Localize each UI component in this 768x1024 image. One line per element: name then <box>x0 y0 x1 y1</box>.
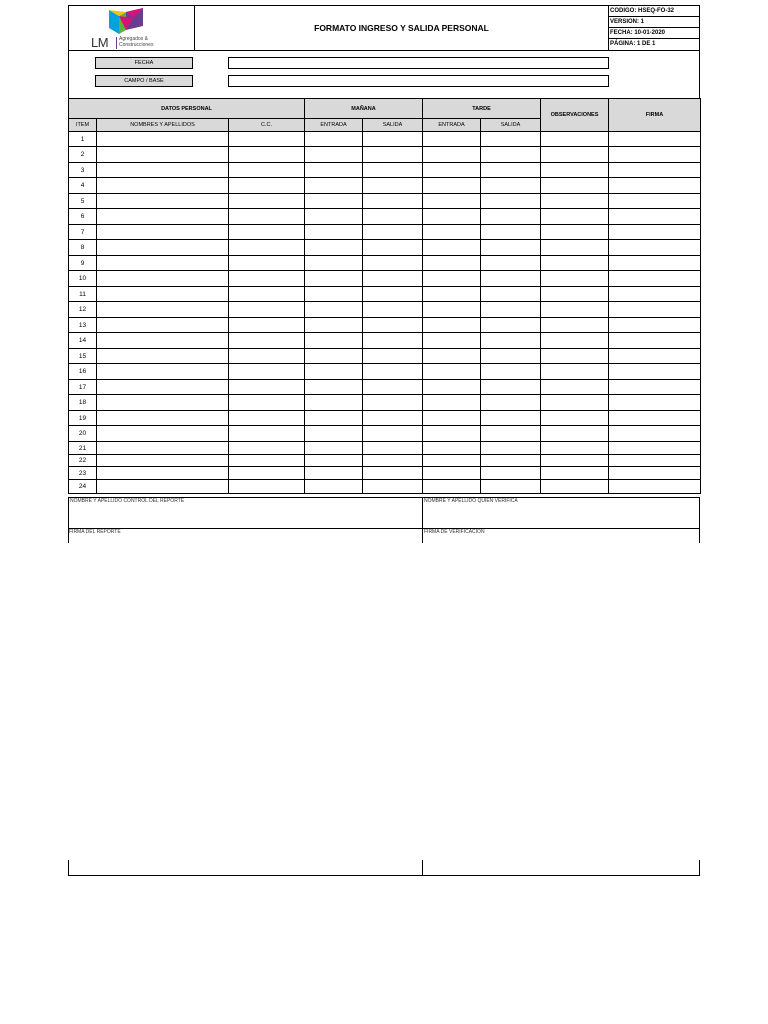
firma-cell[interactable] <box>609 349 701 364</box>
table-row <box>69 411 701 426</box>
cc-cell[interactable] <box>229 225 305 240</box>
tarde-entrada-cell[interactable] <box>423 411 481 426</box>
tarde-entrada-cell[interactable] <box>423 194 481 209</box>
nombres-cell[interactable] <box>97 442 229 455</box>
nombres-cell[interactable] <box>97 364 229 380</box>
tarde-salida-cell[interactable] <box>481 395 541 411</box>
firma-cell[interactable] <box>609 163 701 178</box>
nombres-cell[interactable] <box>97 349 229 364</box>
sig-right-border-bottom <box>699 860 700 876</box>
firma-cell[interactable] <box>609 256 701 271</box>
item-number-cell: 11 <box>69 287 97 302</box>
observaciones-cell[interactable] <box>541 364 609 380</box>
sig-left-border-top <box>68 529 69 543</box>
item-number-cell: 2 <box>69 147 97 163</box>
tarde-entrada-cell[interactable] <box>423 426 481 442</box>
verifier-name-field[interactable] <box>423 498 699 528</box>
item-number-cell: 8 <box>69 240 97 256</box>
table-row <box>69 380 701 395</box>
observaciones-cell[interactable] <box>541 395 609 411</box>
tarde-salida-cell[interactable] <box>481 411 541 426</box>
observaciones-cell[interactable] <box>541 194 609 209</box>
logo-text: LM <box>91 35 109 50</box>
observaciones-cell[interactable] <box>541 380 609 395</box>
manana-salida-cell[interactable] <box>363 302 423 318</box>
firma-cell[interactable] <box>609 480 701 494</box>
footer-signature-box <box>68 529 700 876</box>
tarde-salida-header: SALIDA <box>481 119 541 132</box>
cc-cell[interactable] <box>229 411 305 426</box>
nombres-cell[interactable] <box>97 318 229 333</box>
nombres-cell[interactable] <box>97 271 229 287</box>
manana-entrada-cell[interactable] <box>305 333 363 349</box>
table-row <box>69 480 701 494</box>
item-number-cell: 18 <box>69 395 97 411</box>
tarde-entrada-cell[interactable] <box>423 209 481 225</box>
cc-cell[interactable] <box>229 178 305 194</box>
table-row <box>69 132 701 147</box>
tarde-salida-cell[interactable] <box>481 318 541 333</box>
nombres-cell[interactable] <box>97 302 229 318</box>
tarde-salida-cell[interactable] <box>481 256 541 271</box>
tarde-entrada-cell[interactable] <box>423 467 481 480</box>
tarde-salida-cell[interactable] <box>481 349 541 364</box>
manana-salida-cell[interactable] <box>363 147 423 163</box>
verifier-name-label: NOMBRE Y APELLIDO QUIEN VERIFICA <box>424 498 518 504</box>
table-row <box>69 240 701 256</box>
manana-salida-cell[interactable] <box>363 467 423 480</box>
firma-cell[interactable] <box>609 318 701 333</box>
fecha-field[interactable] <box>228 57 609 69</box>
tarde-entrada-cell[interactable] <box>423 178 481 194</box>
manana-entrada-cell[interactable] <box>305 256 363 271</box>
observaciones-cell[interactable] <box>541 318 609 333</box>
control-name-label: NOMBRE Y APELLIDO CONTROL DEL REPORTE <box>70 498 185 504</box>
manana-entrada-cell[interactable] <box>305 442 363 455</box>
campo-base-label: CAMPO / BASE <box>95 75 193 87</box>
manana-salida-cell[interactable] <box>363 209 423 225</box>
logo-subtitle-line-1: Agregados & <box>119 36 148 42</box>
observaciones-cell[interactable] <box>541 132 609 147</box>
table-row <box>69 163 701 178</box>
manana-salida-cell[interactable] <box>363 380 423 395</box>
nombres-header: NOMBRES Y APELLIDOS <box>97 119 229 132</box>
tarde-entrada-cell[interactable] <box>423 240 481 256</box>
info-version: VERSION: 1 <box>609 17 699 28</box>
firma-reporte-label: FIRMA DEL REPORTE <box>69 529 121 535</box>
tarde-salida-cell[interactable] <box>481 132 541 147</box>
observaciones-cell[interactable] <box>541 178 609 194</box>
cc-cell[interactable] <box>229 287 305 302</box>
firma-cell[interactable] <box>609 147 701 163</box>
tarde-salida-cell[interactable] <box>481 302 541 318</box>
table-row <box>69 349 701 364</box>
manana-entrada-cell[interactable] <box>305 467 363 480</box>
firma-verificacion-field[interactable] <box>423 529 699 543</box>
manana-salida-cell[interactable] <box>363 455 423 467</box>
tarde-salida-cell[interactable] <box>481 467 541 480</box>
table-row <box>69 271 701 287</box>
firma-cell[interactable] <box>609 240 701 256</box>
cc-cell[interactable] <box>229 132 305 147</box>
observaciones-cell[interactable] <box>541 442 609 455</box>
tarde-entrada-cell[interactable] <box>423 349 481 364</box>
firma-cell[interactable] <box>609 455 701 467</box>
manana-salida-cell[interactable] <box>363 318 423 333</box>
manana-entrada-cell[interactable] <box>305 480 363 494</box>
table-row <box>69 364 701 380</box>
table-row <box>69 178 701 194</box>
item-number-cell: 15 <box>69 349 97 364</box>
item-number-cell: 4 <box>69 178 97 194</box>
sig-bottom-border <box>68 875 700 876</box>
firma-cell[interactable] <box>609 132 701 147</box>
cc-cell[interactable] <box>229 467 305 480</box>
manana-header: MAÑANA <box>305 99 423 119</box>
nombres-cell[interactable] <box>97 455 229 467</box>
manana-salida-cell[interactable] <box>363 480 423 494</box>
tarde-entrada-cell[interactable] <box>423 271 481 287</box>
observaciones-cell[interactable] <box>541 426 609 442</box>
sig-mid-border-bottom <box>422 860 423 876</box>
campo-base-field[interactable] <box>228 75 609 87</box>
firma-cell[interactable] <box>609 333 701 349</box>
cc-cell[interactable] <box>229 194 305 209</box>
tarde-salida-cell[interactable] <box>481 442 541 455</box>
nombres-cell[interactable] <box>97 467 229 480</box>
table-row <box>69 333 701 349</box>
firma-cell[interactable] <box>609 225 701 240</box>
manana-salida-cell[interactable] <box>363 349 423 364</box>
item-number-cell: 17 <box>69 380 97 395</box>
tarde-salida-cell[interactable] <box>481 240 541 256</box>
tarde-entrada-cell[interactable] <box>423 287 481 302</box>
manana-salida-cell[interactable] <box>363 225 423 240</box>
tarde-salida-cell[interactable] <box>481 287 541 302</box>
item-number-cell: 12 <box>69 302 97 318</box>
tarde-salida-cell[interactable] <box>481 380 541 395</box>
observaciones-cell[interactable] <box>541 209 609 225</box>
tarde-entrada-cell[interactable] <box>423 163 481 178</box>
item-number-cell: 9 <box>69 256 97 271</box>
info-pagina: PÁGINA: 1 DE 1 <box>610 41 656 47</box>
manana-entrada-cell[interactable] <box>305 349 363 364</box>
table-row <box>69 467 701 480</box>
tarde-salida-cell[interactable] <box>481 455 541 467</box>
manana-salida-cell[interactable] <box>363 426 423 442</box>
sig-mid-border-top <box>422 529 423 543</box>
tarde-entrada-cell[interactable] <box>423 480 481 494</box>
manana-salida-cell[interactable] <box>363 395 423 411</box>
tarde-salida-cell[interactable] <box>481 271 541 287</box>
item-number-cell: 21 <box>69 442 97 455</box>
manana-salida-cell[interactable] <box>363 271 423 287</box>
nombres-cell[interactable] <box>97 333 229 349</box>
nombres-cell[interactable] <box>97 163 229 178</box>
nombres-cell[interactable] <box>97 178 229 194</box>
firma-header: FIRMA <box>609 99 701 132</box>
tarde-salida-cell[interactable] <box>481 333 541 349</box>
manana-entrada-cell[interactable] <box>305 380 363 395</box>
company-logo-icon <box>109 8 143 36</box>
datos-personal-header: DATOS PERSONAL <box>69 99 305 119</box>
manana-entrada-cell[interactable] <box>305 209 363 225</box>
form-title: FORMATO INGRESO Y SALIDA PERSONAL <box>195 6 609 50</box>
tarde-entrada-cell[interactable] <box>423 333 481 349</box>
tarde-entrada-cell[interactable] <box>423 442 481 455</box>
nombres-cell[interactable] <box>97 480 229 494</box>
manana-salida-cell[interactable] <box>363 178 423 194</box>
tarde-entrada-cell[interactable] <box>423 132 481 147</box>
manana-entrada-cell[interactable] <box>305 318 363 333</box>
cc-cell[interactable] <box>229 163 305 178</box>
table-row <box>69 147 701 163</box>
cc-cell[interactable] <box>229 240 305 256</box>
manana-entrada-cell[interactable] <box>305 302 363 318</box>
tarde-entrada-header: ENTRADA <box>423 119 481 132</box>
tarde-entrada-cell[interactable] <box>423 302 481 318</box>
manana-entrada-cell[interactable] <box>305 178 363 194</box>
manana-entrada-cell[interactable] <box>305 163 363 178</box>
firma-cell[interactable] <box>609 302 701 318</box>
nombres-cell[interactable] <box>97 147 229 163</box>
form-header <box>68 5 700 51</box>
item-number-cell: 10 <box>69 271 97 287</box>
item-number-cell: 5 <box>69 194 97 209</box>
observaciones-cell[interactable] <box>541 256 609 271</box>
manana-entrada-cell[interactable] <box>305 287 363 302</box>
nombres-cell[interactable] <box>97 132 229 147</box>
item-number-cell: 16 <box>69 364 97 380</box>
logo-cell <box>69 6 195 50</box>
observaciones-cell[interactable] <box>541 411 609 426</box>
sig-left-border-bottom <box>68 860 69 876</box>
manana-salida-cell[interactable] <box>363 132 423 147</box>
logo-subtitle <box>119 37 153 48</box>
manana-salida-cell[interactable] <box>363 442 423 455</box>
firma-cell[interactable] <box>609 178 701 194</box>
nombres-cell[interactable] <box>97 225 229 240</box>
observaciones-cell[interactable] <box>541 333 609 349</box>
tarde-salida-cell[interactable] <box>481 225 541 240</box>
cc-cell[interactable] <box>229 395 305 411</box>
tarde-salida-cell[interactable] <box>481 194 541 209</box>
cc-cell[interactable] <box>229 380 305 395</box>
tarde-entrada-cell[interactable] <box>423 318 481 333</box>
table-row <box>69 455 701 467</box>
table-row <box>69 426 701 442</box>
manana-salida-cell[interactable] <box>363 333 423 349</box>
manana-entrada-header: ENTRADA <box>305 119 363 132</box>
cc-cell[interactable] <box>229 209 305 225</box>
manana-salida-cell[interactable] <box>363 194 423 209</box>
meta-section <box>68 51 700 98</box>
firma-cell[interactable] <box>609 411 701 426</box>
tarde-entrada-cell[interactable] <box>423 380 481 395</box>
firma-cell[interactable] <box>609 287 701 302</box>
item-number-cell: 13 <box>69 318 97 333</box>
tarde-salida-cell[interactable] <box>481 178 541 194</box>
nombres-cell[interactable] <box>97 209 229 225</box>
manana-entrada-cell[interactable] <box>305 411 363 426</box>
tarde-salida-cell[interactable] <box>481 163 541 178</box>
tarde-entrada-cell[interactable] <box>423 455 481 467</box>
firma-cell[interactable] <box>609 194 701 209</box>
item-header: ITEM <box>69 119 97 132</box>
cc-cell[interactable] <box>229 349 305 364</box>
tarde-entrada-cell[interactable] <box>423 147 481 163</box>
observaciones-cell[interactable] <box>541 349 609 364</box>
cc-cell[interactable] <box>229 271 305 287</box>
table-row <box>69 318 701 333</box>
item-number-cell: 6 <box>69 209 97 225</box>
tarde-entrada-cell[interactable] <box>423 225 481 240</box>
manana-salida-cell[interactable] <box>363 364 423 380</box>
item-number-cell: 3 <box>69 163 97 178</box>
firma-cell[interactable] <box>609 380 701 395</box>
observaciones-cell[interactable] <box>541 271 609 287</box>
nombres-cell[interactable] <box>97 395 229 411</box>
manana-salida-cell[interactable] <box>363 240 423 256</box>
manana-salida-header: SALIDA <box>363 119 423 132</box>
item-number-cell: 22 <box>69 455 97 467</box>
observaciones-cell[interactable] <box>541 240 609 256</box>
nombres-cell[interactable] <box>97 411 229 426</box>
firma-cell[interactable] <box>609 426 701 442</box>
personnel-table <box>68 98 701 494</box>
nombres-cell[interactable] <box>97 194 229 209</box>
table-row <box>69 302 701 318</box>
manana-salida-cell[interactable] <box>363 411 423 426</box>
manana-entrada-cell[interactable] <box>305 132 363 147</box>
table-row <box>69 209 701 225</box>
item-number-cell: 24 <box>69 480 97 494</box>
manana-entrada-cell[interactable] <box>305 395 363 411</box>
item-number-cell: 1 <box>69 132 97 147</box>
nombres-cell[interactable] <box>97 287 229 302</box>
manana-entrada-cell[interactable] <box>305 240 363 256</box>
nombres-cell[interactable] <box>97 256 229 271</box>
manana-entrada-cell[interactable] <box>305 426 363 442</box>
table-row <box>69 287 701 302</box>
info-fecha: FECHA: 10-01-2020 <box>609 28 699 39</box>
observaciones-cell[interactable] <box>541 455 609 467</box>
manana-entrada-cell[interactable] <box>305 194 363 209</box>
cc-cell[interactable] <box>229 426 305 442</box>
observaciones-cell[interactable] <box>541 480 609 494</box>
firma-cell[interactable] <box>609 395 701 411</box>
cc-header: C.C. <box>229 119 305 132</box>
manana-entrada-cell[interactable] <box>305 455 363 467</box>
manana-entrada-cell[interactable] <box>305 225 363 240</box>
observaciones-cell[interactable] <box>541 225 609 240</box>
firma-reporte-field[interactable] <box>68 529 422 543</box>
observaciones-cell[interactable] <box>541 302 609 318</box>
fecha-label: FECHA <box>95 57 193 69</box>
firma-cell[interactable] <box>609 271 701 287</box>
tarde-entrada-cell[interactable] <box>423 364 481 380</box>
tarde-salida-cell[interactable] <box>481 147 541 163</box>
table-row <box>69 395 701 411</box>
tarde-entrada-cell[interactable] <box>423 256 481 271</box>
cc-cell[interactable] <box>229 480 305 494</box>
info-codigo: CODIGO: HSEQ-FO-32 <box>609 6 699 17</box>
manana-salida-cell[interactable] <box>363 256 423 271</box>
item-number-cell: 20 <box>69 426 97 442</box>
manana-entrada-cell[interactable] <box>305 147 363 163</box>
observaciones-cell[interactable] <box>541 467 609 480</box>
control-name-field[interactable] <box>69 498 423 528</box>
firma-cell[interactable] <box>609 209 701 225</box>
footer-names-box <box>68 497 700 529</box>
cc-cell[interactable] <box>229 455 305 467</box>
firma-verificacion-label: FIRMA DE VERIFICACION <box>424 529 485 535</box>
observaciones-header: OBSERVACIONES <box>541 99 609 132</box>
tarde-salida-cell[interactable] <box>481 426 541 442</box>
firma-cell[interactable] <box>609 364 701 380</box>
manana-salida-cell[interactable] <box>363 287 423 302</box>
observaciones-cell[interactable] <box>541 163 609 178</box>
item-number-cell: 7 <box>69 225 97 240</box>
tarde-salida-cell[interactable] <box>481 480 541 494</box>
tarde-entrada-cell[interactable] <box>423 395 481 411</box>
cc-cell[interactable] <box>229 302 305 318</box>
cc-cell[interactable] <box>229 442 305 455</box>
tarde-header: TARDE <box>423 99 541 119</box>
nombres-cell[interactable] <box>97 380 229 395</box>
cc-cell[interactable] <box>229 147 305 163</box>
table-row <box>69 194 701 209</box>
group-header-row <box>69 99 701 119</box>
table-row <box>69 225 701 240</box>
manana-salida-cell[interactable] <box>363 163 423 178</box>
item-number-cell: 19 <box>69 411 97 426</box>
observaciones-cell[interactable] <box>541 147 609 163</box>
item-number-cell: 14 <box>69 333 97 349</box>
cc-cell[interactable] <box>229 364 305 380</box>
item-number-cell: 23 <box>69 467 97 480</box>
nombres-cell[interactable] <box>97 426 229 442</box>
firma-cell[interactable] <box>609 467 701 480</box>
firma-cell[interactable] <box>609 442 701 455</box>
table-row <box>69 442 701 455</box>
manana-entrada-cell[interactable] <box>305 364 363 380</box>
tarde-salida-cell[interactable] <box>481 364 541 380</box>
tarde-salida-cell[interactable] <box>481 209 541 225</box>
table-row <box>69 256 701 271</box>
document-info <box>609 6 699 50</box>
cc-cell[interactable] <box>229 318 305 333</box>
nombres-cell[interactable] <box>97 240 229 256</box>
logo-subtitle-line-2: Construcciones <box>119 41 154 48</box>
cc-cell[interactable] <box>229 333 305 349</box>
sig-right-border-top <box>699 529 700 543</box>
logo-divider <box>116 37 117 49</box>
observaciones-cell[interactable] <box>541 287 609 302</box>
manana-entrada-cell[interactable] <box>305 271 363 287</box>
cc-cell[interactable] <box>229 256 305 271</box>
